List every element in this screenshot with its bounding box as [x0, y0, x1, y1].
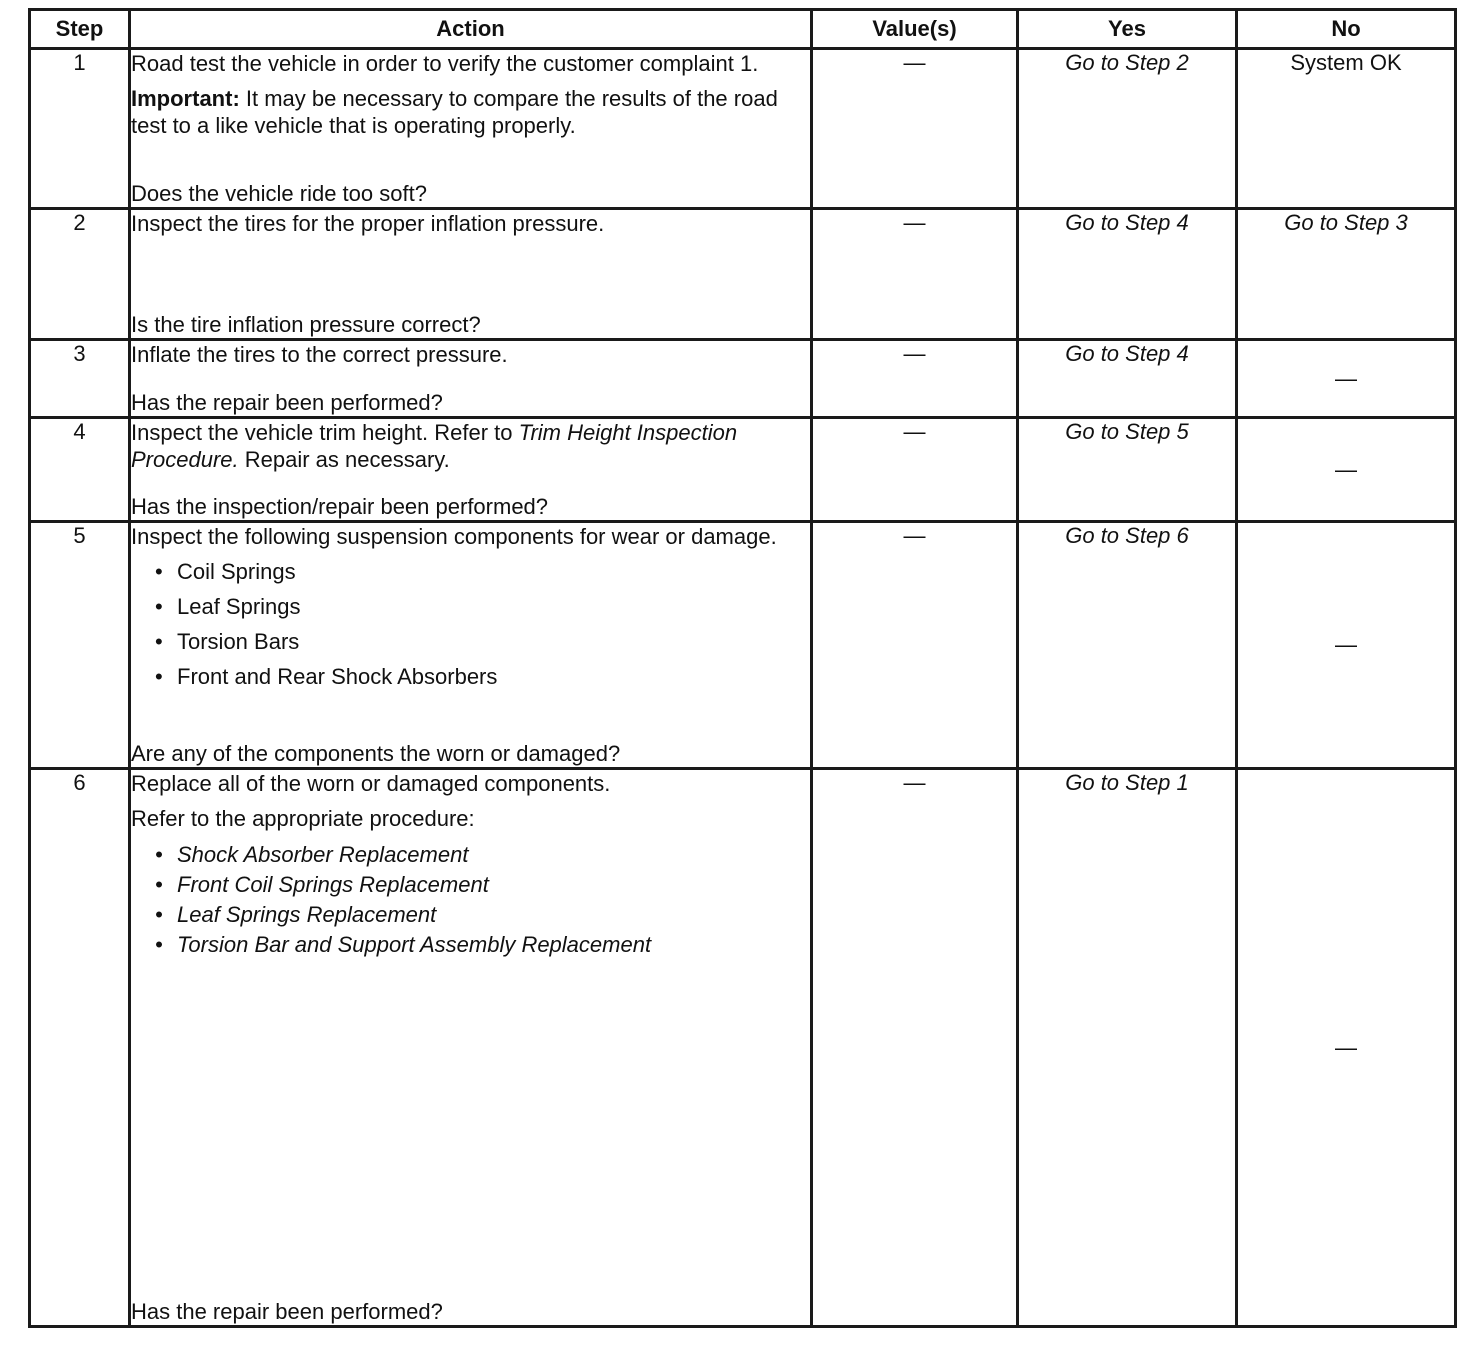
action-cell — [130, 418, 812, 522]
header-action: Action — [130, 10, 812, 49]
value-cell: — — [812, 209, 1018, 340]
list-item: • Torsion Bars — [177, 628, 810, 655]
action-text: Inspect the following suspension components for wear or damage. — [131, 524, 777, 549]
no-cell: Go to Step 3 — [1237, 209, 1456, 340]
action-cell — [130, 340, 812, 418]
yes-cell: Go to Step 5 — [1018, 418, 1237, 522]
no-cell: — — [1237, 418, 1456, 522]
table-row — [30, 340, 1456, 418]
yes-cell: Go to Step 4 — [1018, 340, 1237, 418]
value-cell: — — [812, 769, 1018, 1327]
action-question: Are any of the components the worn or damaged? — [131, 741, 621, 766]
value-cell: — — [812, 418, 1018, 522]
value-cell: — — [812, 49, 1018, 209]
action-text-part: Inspect the vehicle trim height. Refer to — [131, 420, 519, 445]
list-item: • Front Coil Springs Replacement — [177, 870, 810, 900]
no-cell: — — [1237, 340, 1456, 418]
table-row — [30, 522, 1456, 769]
procedure-reference: Trim Height Inspection Procedure. — [131, 420, 738, 472]
step-number: 4 — [30, 418, 130, 522]
component-list — [131, 558, 810, 690]
action-cell — [130, 769, 812, 1327]
action-text: Replace all of the worn or damaged components. — [131, 771, 611, 796]
action-cell — [130, 49, 812, 209]
table-row — [30, 769, 1456, 1327]
header-row — [30, 10, 1456, 49]
header-value: Value(s) — [812, 10, 1018, 49]
important-label: Important: — [131, 86, 240, 111]
list-item: • Coil Springs — [177, 558, 810, 585]
list-item: • Torsion Bar and Support Assembly Replacement — [177, 930, 810, 960]
diagnostic-table — [28, 8, 1457, 1328]
step-number: 2 — [30, 209, 130, 340]
important-text: It may be necessary to compare the results of the road test to a like vehicle that is operating properly. — [131, 86, 778, 138]
action-question: Has the inspection/repair been performed? — [131, 494, 549, 519]
procedure-list — [131, 840, 810, 960]
no-cell: — — [1237, 769, 1456, 1327]
table-row — [30, 49, 1456, 209]
table-row — [30, 418, 1456, 522]
header-no: No — [1237, 10, 1456, 49]
yes-cell: Go to Step 1 — [1018, 769, 1237, 1327]
yes-cell: Go to Step 2 — [1018, 49, 1237, 209]
header-yes: Yes — [1018, 10, 1237, 49]
list-item: • Leaf Springs — [177, 593, 810, 620]
no-cell: System OK — [1237, 49, 1456, 209]
header-step: Step — [30, 10, 130, 49]
step-number: 1 — [30, 49, 130, 209]
value-cell: — — [812, 522, 1018, 769]
step-number: 5 — [30, 522, 130, 769]
yes-cell: Go to Step 6 — [1018, 522, 1237, 769]
action-text: Inspect the tires for the proper inflation pressure. — [131, 211, 605, 236]
action-text: Inflate the tires to the correct pressure. — [131, 342, 508, 367]
action-question: Is the tire inflation pressure correct? — [131, 312, 481, 337]
important-note — [131, 85, 810, 139]
action-text-part: Repair as necessary. — [238, 447, 450, 472]
yes-cell: Go to Step 4 — [1018, 209, 1237, 340]
action-question: Has the repair been performed? — [131, 1299, 443, 1324]
action-cell — [130, 522, 812, 769]
list-item: • Leaf Springs Replacement — [177, 900, 810, 930]
step-number: 6 — [30, 769, 130, 1327]
action-question: Does the vehicle ride too soft? — [131, 181, 427, 206]
list-item: • Front and Rear Shock Absorbers — [177, 663, 810, 690]
list-item: • Shock Absorber Replacement — [177, 840, 810, 870]
action-text: Refer to the appropriate procedure: — [131, 806, 475, 831]
action-text: Road test the vehicle in order to verify the customer complaint 1. — [131, 51, 759, 76]
table-row — [30, 209, 1456, 340]
step-number: 3 — [30, 340, 130, 418]
action-cell — [130, 209, 812, 340]
action-text — [131, 419, 810, 473]
action-question: Has the repair been performed? — [131, 390, 443, 415]
no-cell: — — [1237, 522, 1456, 769]
value-cell: — — [812, 340, 1018, 418]
